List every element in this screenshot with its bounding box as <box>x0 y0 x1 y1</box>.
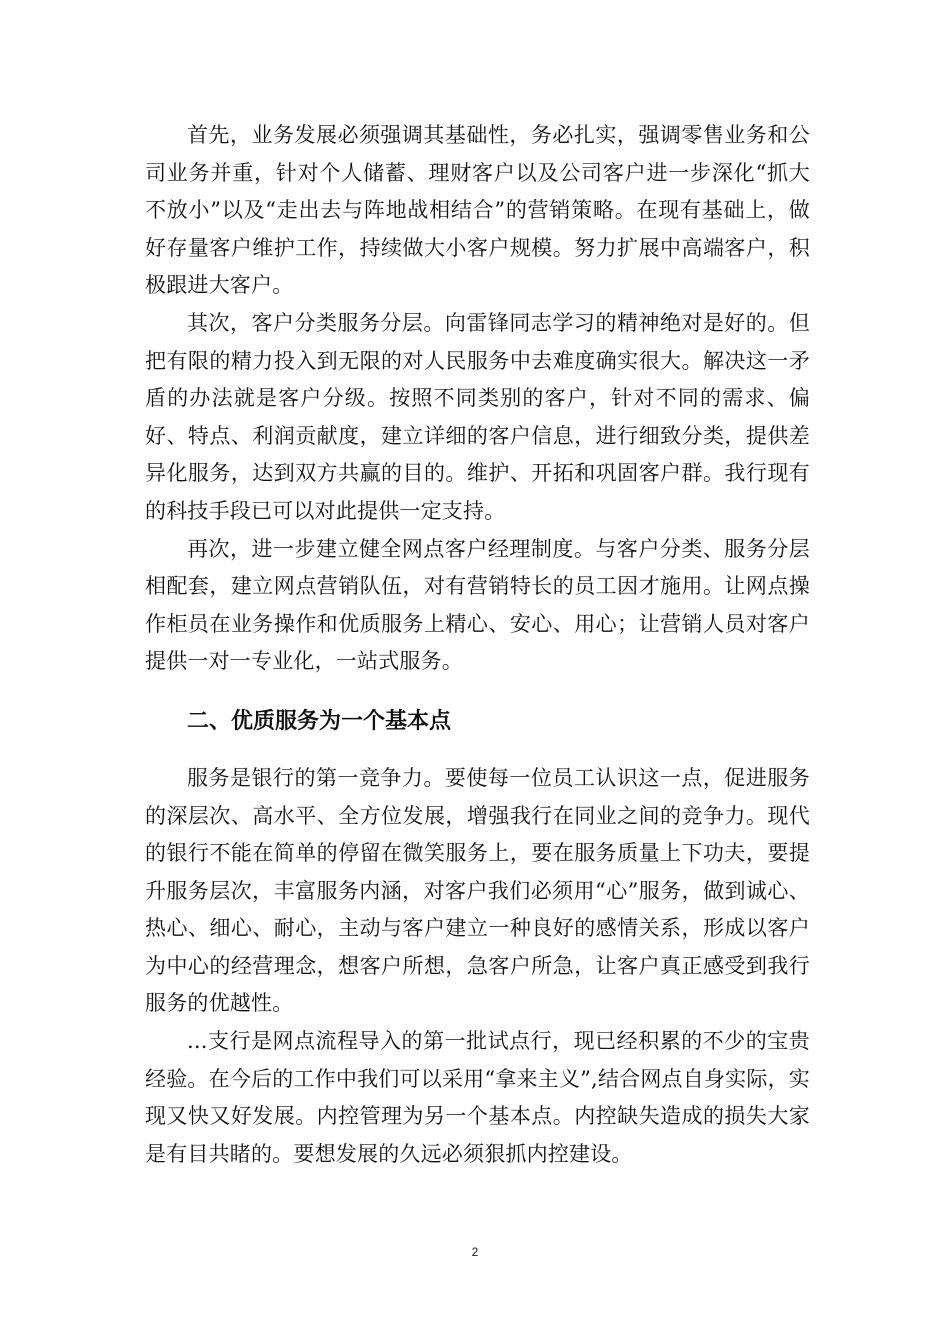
paragraph-service-competitiveness: 服务是银行的第一竞争力。要使每一位员工认识这一点，促进服务的深层次、高水平、全方位发展，增强我行在同业之间的竞争力。现代的银行不能在简单的停留在微笑服务上，要在服务质量上下功夫，要提升服务层次，丰富服务内涵，对客户我们必须用“心”服务，做到诚心、热心、细心、耐心，主动与客户建立一种良好的感情关系，形成以客户为中心的经营理念，想客户所想，急客户所急，让客户真正感受到我行服务的优越性。 <box>145 765 810 1016</box>
section-heading: 二、优质服务为一个基本点 <box>187 708 452 734</box>
document-body <box>145 117 810 1173</box>
paragraph-customer-tiering: 其次，客户分类服务分层。向雷锋同志学习的精神绝对是好的。但把有限的精力投入到无限的对人民服务中去难度确实很大。解决这一矛盾的办法就是客户分级。按照不同类别的客户，针对不同的需求、偏好、特点、利润贡献度，建立详细的客户信息，进行细致分类，提供差异化服务，达到双方共赢的目的。维护、开拓和巩固客户群。我行现有的科技手段已可以对此提供一定支持。 <box>145 310 810 523</box>
paragraph-account-manager-system: 再次，进一步建立健全网点客户经理制度。与客户分类、服务分层相配套，建立网点营销队伍，对有营销特长的员工因才施用。让网点操作柜员在业务操作和优质服务上精心、安心、用心；让营销人员对客户提供一对一专业化，一站式服务。 <box>145 536 810 674</box>
page-number: 2 <box>471 1245 479 1259</box>
paragraph-business-foundation: 首先，业务发展必须强调其基础性，务必扎实，强调零售业务和公司业务并重，针对个人储蓄、理财客户以及公司客户进一步深化“抓大不放小”以及“走出去与阵地战相结合”的营销策略。在现有基础上，做好存量客户维护工作，持续做大小客户规模。努力扩展中高端客户，积极跟进大客户。 <box>145 123 810 298</box>
paragraph-pilot-branch: ...支行是网点流程导入的第一批试点行，现已经积累的不少的宝贵经验。在今后的工作中我们可以采用“拿来主义”,结合网点自身实际，实现又快又好发展。内控管理为另一个基本点。内控缺失造成的损失大家是有目共睹的。要想发展的久远必须狠抓内控建设。 <box>145 1029 810 1166</box>
